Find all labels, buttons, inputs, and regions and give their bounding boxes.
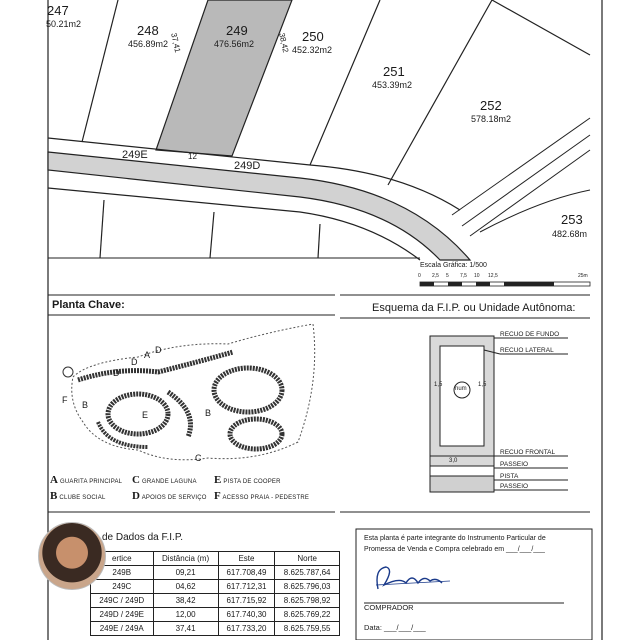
legend-d (132, 490, 207, 502)
legend-e-letter: E (214, 474, 222, 486)
cell-vertice: 249C (91, 580, 154, 594)
lot-252-area: 578.18m2 (471, 114, 512, 124)
esquema-dim-front: 3,0 (449, 458, 458, 464)
scale-tick-2: 5 (446, 273, 449, 279)
legend-a-text: GUARITA PRINCIPAL (60, 479, 123, 485)
avatar (38, 522, 106, 590)
scale-tick-4: 10 (474, 273, 480, 279)
legend-d-text: APOIOS DE SERVIÇO (141, 495, 207, 501)
right-edge-dimension: 38,42 (277, 32, 291, 54)
table-header-row (91, 552, 340, 566)
cell-este: 617.708,49 (218, 566, 275, 580)
esquema-diagram (420, 328, 600, 508)
key-map (58, 322, 323, 470)
cell-norte: 8.625.759,55 (275, 622, 340, 636)
col-norte: Norte (275, 552, 340, 566)
lot-253-area: 482.68m (552, 229, 588, 239)
lot-253-number: 253 (561, 212, 583, 227)
cell-vertice: 249B (91, 566, 154, 580)
scale-label: Escala Gráfica: 1/500 (420, 262, 487, 269)
fip-table (90, 551, 340, 636)
map-letter-b1: B (205, 408, 212, 418)
table-row (91, 608, 340, 622)
lot-250-number: 250 (302, 29, 324, 44)
table-row (91, 594, 340, 608)
planta-chave-panel (0, 290, 640, 515)
cell-vertice: 249D / 249E (91, 608, 154, 622)
map-letter-d2: D (155, 345, 162, 355)
lot-250-area: 452.32m2 (292, 45, 333, 55)
scale-tick-6: 25m (578, 273, 588, 279)
map-letter-c: C (195, 453, 202, 463)
lot-247-number: 247 (47, 3, 69, 18)
map-letter-b2: B (82, 400, 89, 410)
contract-text-line2: Promessa de Venda e Compra celebrado em ___/___/___ (364, 546, 545, 553)
cell-norte: 8.625.787,64 (275, 566, 340, 580)
map-letter-a: A (144, 350, 151, 360)
legend-f-letter: F (214, 490, 221, 502)
legend-d-letter: D (132, 490, 141, 502)
esquema-dim-right: 1,5 (478, 382, 487, 388)
lot-248-area: 456.89m2 (128, 39, 169, 49)
esquema-title: Esquema da F.I.P. ou Unidade Autônoma: (372, 302, 576, 314)
cell-distancia: 38,42 (153, 594, 218, 608)
map-letter-e: E (142, 410, 149, 420)
cell-vertice: 249E / 249A (91, 622, 154, 636)
lot-251-number: 251 (383, 64, 405, 79)
label-recuo-fundo: RECUO DE FUNDO (500, 331, 560, 338)
legend-a (50, 474, 122, 486)
cell-norte: 8.625.769,22 (275, 608, 340, 622)
legend-c (132, 474, 197, 486)
col-este: Este (218, 552, 275, 566)
legend-c-letter: C (132, 474, 141, 486)
vertex-249e-label: 249E (122, 149, 148, 161)
cell-este: 617.712,31 (218, 580, 275, 594)
table-row (91, 622, 340, 636)
col-vertice: ertice (91, 552, 154, 566)
label-recuo-frontal: RECUO FRONTAL (500, 449, 556, 456)
scale-tick-0: 0 (418, 273, 421, 279)
scale-tick-1: 2,5 (432, 273, 439, 279)
lot-249-highlight (156, 0, 292, 156)
label-pista: PISTA (500, 473, 519, 480)
esquema-center: num (455, 386, 467, 392)
lot-247-area: 50.21m2 (46, 19, 82, 29)
cell-distancia: 09,21 (153, 566, 218, 580)
table-row (91, 566, 340, 580)
legend-b (50, 490, 106, 502)
signature (370, 559, 460, 599)
lot-251-area: 453.39m2 (372, 80, 413, 90)
scale-tick-3: 7,5 (460, 273, 467, 279)
lot-249-number: 249 (226, 23, 248, 38)
legend-c-text: GRANDE LAGUNA (142, 479, 197, 485)
contract-date: Data: ___/___/___ (364, 623, 426, 632)
legend-b-text: CLUBE SOCIAL (59, 495, 106, 501)
legend-f-text: ACESSO PRAIA - PEDESTRE (222, 495, 310, 501)
scale-tick-5: 12,5 (488, 273, 498, 279)
legend-f (214, 490, 309, 502)
cell-distancia: 12,00 (153, 608, 218, 622)
map-letter-d3: D (113, 368, 120, 378)
left-edge-dimension: 37,41 (169, 32, 183, 54)
table-row (91, 580, 340, 594)
cell-este: 617.715,92 (218, 594, 275, 608)
col-distancia: Distância (m) (153, 552, 218, 566)
map-letter-f: F (62, 395, 68, 405)
cell-este: 617.733,20 (218, 622, 275, 636)
lot-248-number: 248 (137, 23, 159, 38)
planta-chave-title: Planta Chave: (52, 299, 125, 311)
lot-249-area: 476.56m2 (214, 39, 255, 49)
legend-e-text: PISTA DE COOPER (223, 479, 281, 485)
legend-a-letter: A (50, 474, 59, 486)
lot-252-number: 252 (480, 98, 502, 113)
front-edge-dimension: 12 (188, 152, 197, 161)
map-letter-d1: D (131, 357, 138, 367)
label-recuo-lateral: RECUO LATERAL (500, 347, 554, 354)
legend-e (214, 474, 281, 486)
legend-b-letter: B (50, 490, 58, 502)
cell-distancia: 37,41 (153, 622, 218, 636)
label-passeio-2: PASSEIO (500, 483, 529, 490)
vertex-249d-label: 249D (234, 160, 261, 172)
contract-text-line1: Esta planta é parte integrante do Instrumento Particular de (364, 535, 546, 542)
esquema-dim-left: 1,5 (434, 382, 443, 388)
cell-este: 617.740,30 (218, 608, 275, 622)
cell-norte: 8.625.798,92 (275, 594, 340, 608)
fip-table-title: de Dados da F.I.P. (102, 532, 183, 543)
label-passeio-1: PASSEIO (500, 461, 529, 468)
buyer-role: COMPRADOR (364, 603, 414, 612)
cell-distancia: 04,62 (153, 580, 218, 594)
lot-map (0, 0, 640, 290)
cell-norte: 8.625.796,03 (275, 580, 340, 594)
cell-vertice: 249C / 249D (91, 594, 154, 608)
